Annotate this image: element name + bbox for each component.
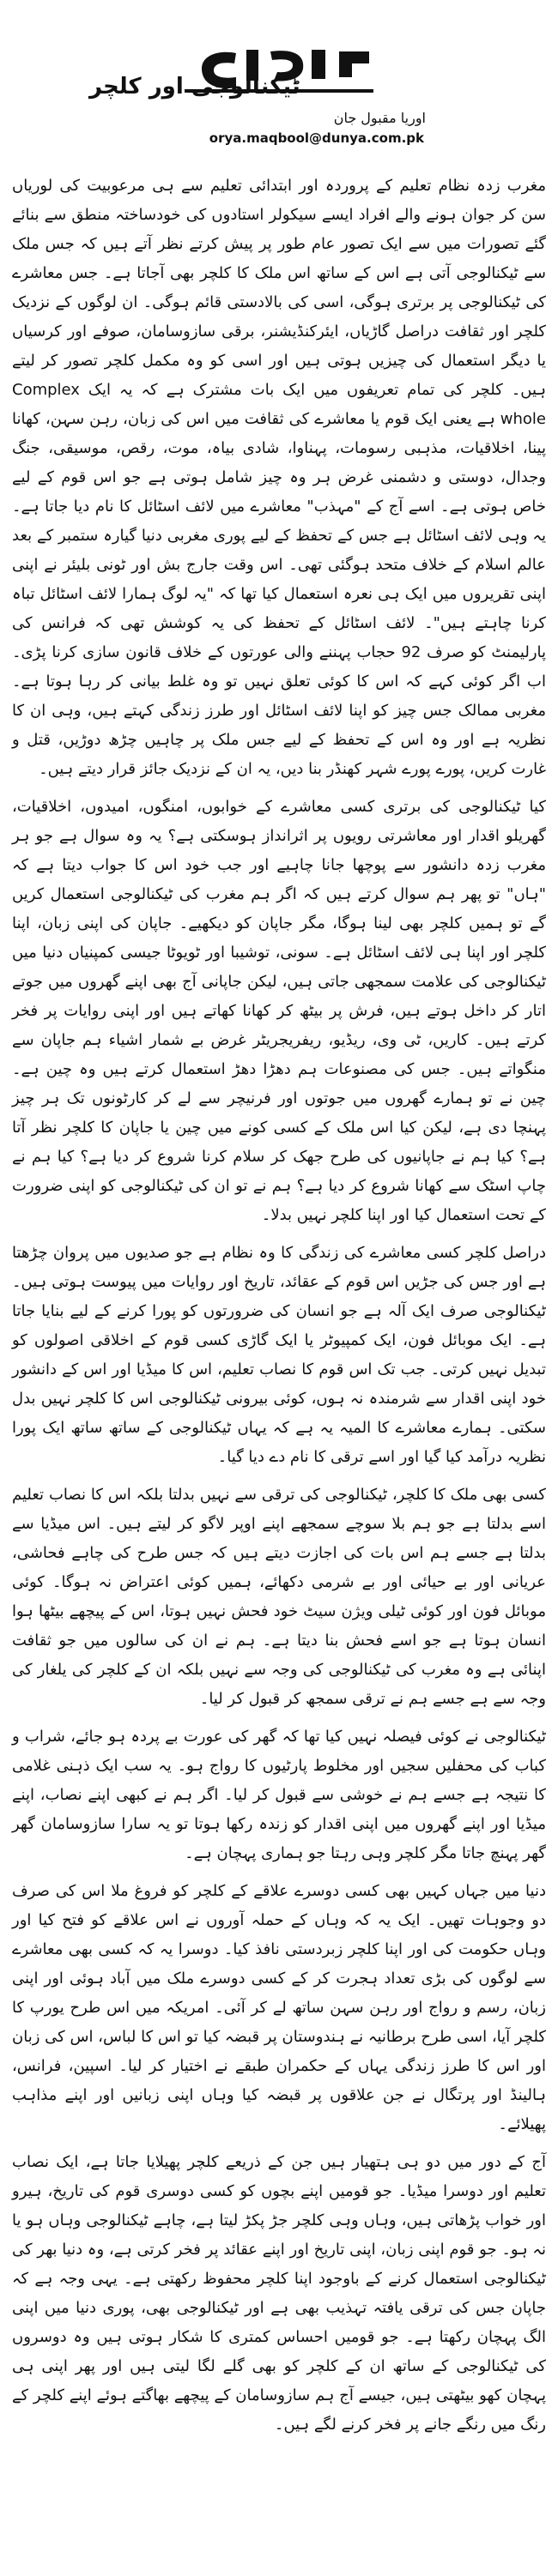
- article-body: [12, 172, 546, 2440]
- article-paragraph: کسی بھی ملک کا کلچر، ٹیکنالوجی کی ترقی سے نہیں بدلتا بلکہ اس کا نصاب تعلیم اسے بدلتا ہے جو ہم بلا سوچے سمجھے اپنے اوپر لاگو کر لیتے ہیں۔ اس میڈیا سے بدلتا ہے جسے ہم اس بات کی اجازت دیتے ہیں کہ جس طرح کی چاہے فحاشی، عریانی اور بے حیائی اور بے شرمی دکھائے، ہمیں کوئی اعتراض نہ ہوگا۔ کوئی موبائل فون اور کوئی ٹیلی ویژن سیٹ خود فحش نہیں ہوتا، اس کے پیچھے بیٹھا ہوا انسان ہوتا ہے جو اسے فحش بنا دیتا ہے۔ ہم نے ان کی سالوں میں جو ثقافت اپنائی ہے وہ مغرب کی ٹیکنالوجی کی وجہ سے نہیں بلکہ ان کے کلچر کی یلغار کی وجہ سے ہے جسے ہم نے ترقی سمجھ کر قبول کر لیا۔: [12, 1486, 546, 1708]
- article-paragraph: آج کے دور میں دو ہی ہتھیار ہیں جن کے ذریعے کلچر پھیلایا جاتا ہے، ایک نصاب تعلیم اور دوسرا میڈیا۔ جو قومیں اپنے بچوں کو کسی دوسری قوم کی تاریخ، ہیرو اور خواب پڑھاتی ہیں، وہاں وہی کلچر جڑ پکڑ لیتا ہے، چاہے ٹیکنالوجی وہاں ہو یا نہ ہو۔ جو قوم اپنی زبان، اپنی تاریخ اور اپنے عقائد پر فخر کرتی ہے، وہ دنیا بھر کی ٹیکنالوجی استعمال کرنے کے باوجود اپنا کلچر محفوظ رکھتی ہے۔ یہی وجہ ہے کہ جاپان جس کی ترقی یافتہ تہذیب بھی ہے اور ٹیکنالوجی بھی، پوری دنیا میں اپنی الگ پہچان رکھتا ہے۔ جو قومیں احساس کمتری کا شکار ہوتی ہیں وہ دوسروں کی ٹیکنالوجی کے ساتھ ان کے کلچر کو بھی گلے لگا لیتی ہیں اور پھر اپنی ہی پہچان کھو بیٹھتی ہیں، جیسے آج ہم سازوسامان کے پیچھے بھاگتے ہوئے اپنے کلچر کے رنگ میں رنگے جانے پر فخر کرنے لگے ہیں۔: [11, 2153, 546, 2434]
- author-name: اوریا مقبول جان: [333, 110, 426, 126]
- article-paragraph: ٹیکنالوجی نے کوئی فیصلہ نہیں کیا تھا کہ گھر کی عورت بے پردہ ہو جائے، شراب و کباب کی محفلیں سجیں اور مخلوط پارٹیوں کا رواج ہو۔ یہ سب ایک ذہنی غلامی کا نتیجہ ہے جسے ہم نے خوشی سے قبول کر لیا۔ اگر ہم نے کبھی اپنے نصاب، اپنے میڈیا اور اپنے گھروں میں اپنی اقدار کو زندہ رکھا ہوتا تو یہ سارا سازوسامان گھر گھر پہنچ جاتا مگر کلچر وہی رہتا جو ہماری پہچان ہے۔: [12, 1728, 546, 1862]
- article-paragraph: کیا ٹیکنالوجی کی برتری کسی معاشرے کے خوابوں، امنگوں، امیدوں، اخلاقیات، گھریلو اقدار اور معاشرتی رویوں پر اثرانداز ہوسکتی ہے؟ یہ وہ سوال ہے جو ہر مغرب زدہ دانشور سے پوچھا جانا چاہیے اور جب خود اس کا جواب دیتا ہے کہ "ہاں" تو پھر ہم سوال کرتے ہیں کہ اگر ہم مغرب کی ٹیکنالوجی استعمال کریں گے تو ہمیں کلچر بھی لینا ہوگا، مگر جاپان کو دیکھیے۔ جاپان کی اپنی زبان، اپنا کلچر اور اپنا ہی لائف اسٹائل ہے۔ سونی، توشیبا اور ٹویوٹا جیسی کمپنیاں دنیا میں ٹیکنالوجی کی علامت سمجھی جاتی ہیں، لیکن جاپانی آج بھی اپنے گھروں میں جوتے اتار کر داخل ہوتے ہیں، فرش پر بیٹھ کر کھانا کھاتے ہیں اور اپنی روایات پر فخر کرتے ہیں۔ کاریں، ٹی وی، ریڈیو، ریفریجریٹر غرض بے شمار اشیاء ہم جاپان سے منگواتے ہیں۔ جس کی مصنوعات ہم دھڑا دھڑ استعمال کرتے ہیں وہ چین ہے۔ چین نے تو ہمارے گھروں میں جوتوں اور فرنیچر سے لے کر کارٹونوں تک ہر چیز پہنچا دی ہے، لیکن کیا اس ملک کے کسی کونے میں چین یا جاپان کا کلچر نظر آتا ہے؟ کیا ہم نے جاپانیوں کی طرح جھک کر سلام کرنا شروع کر دیا ہے؟ کیا ہم نے چاپ اسٹک سے کھانا شروع کر دیا ہے؟ ہم نے تو ان کی ٹیکنالوجی کو اپنی ضرورت کے تحت استعمال کیا اور اپنا کلچر نہیں بدلا۔: [12, 798, 546, 1224]
- article-paragraph: دراصل کلچر کسی معاشرے کی زندگی کا وہ نظام ہے جو صدیوں میں پروان چڑھتا ہے اور جس کی جڑیں اس قوم کے عقائد، تاریخ اور روایات میں پیوست ہوتی ہیں۔ ٹیکنالوجی صرف ایک آلہ ہے جو انسان کی ضرورتوں کو پورا کرنے کے لیے بنایا جاتا ہے۔ ایک موبائل فون، ایک کمپیوٹر یا ایک گاڑی کسی قوم کے اخلاقی اصولوں کو تبدیل نہیں کرتی۔ جب تک اس قوم کا نصاب تعلیم، اس کا میڈیا اور اس کے دانشور خود اپنی اقدار سے شرمندہ نہ ہوں، کوئی بیرونی ٹیکنالوجی اس کا کلچر نہیں بدل سکتی۔ ہمارے معاشرے کا المیہ یہ ہے کہ یہاں ٹیکنالوجی کے ساتھ ساتھ ایک پورا نظریہ درآمد کیا گیا اور اسے ترقی کا نام دے دیا گیا۔: [12, 1244, 546, 1466]
- author-email: orya.maqbool@dunya.com.pk: [209, 130, 424, 146]
- column-header: [12, 0, 546, 172]
- column-title: ٹیکنالوجی اور کلچر: [89, 74, 300, 100]
- article-paragraph: دنیا میں جہاں کہیں بھی کسی دوسرے علاقے کے کلچر کو فروغ ملا اس کی صرف دو وجوہات تھیں۔ ایک یہ کہ وہاں کے حملہ آوروں نے اس علاقے کو فتح کیا اور وہاں حکومت کی اور اپنا کلچر زبردستی نافذ کیا۔ دوسرا یہ کہ کسی بھی معاشرے سے لوگوں کی بڑی تعداد ہجرت کر کے کسی دوسرے ملک میں آباد ہوئی اور اپنی زبان، رسم و رواج اور رہن سہن ساتھ لے کر آئی۔ امریکہ میں اس طرح یورپ کا کلچر آیا، اسی طرح برطانیہ نے ہندوستان پر قبضہ کیا تو اس کا لباس، اس کی زبان اور اس کا طرز زندگی یہاں کے حکمران طبقے نے اختیار کر لیا۔ اسپین، فرانس، ہالینڈ اور پرتگال نے جن علاقوں پر قبضہ کیا وہاں اپنی زبانیں اور اپنے مذاہب پھیلائے۔: [12, 1882, 546, 2133]
- article-paragraph: مغرب زدہ نظام تعلیم کے پروردہ اور ابتدائی تعلیم سے ہی مرعوبیت کی لوریاں سن کر جوان ہونے والے افراد ایسے سیکولر استادوں کی خودساختہ منطق سے بنائے گئے تصورات میں سے ایک تصور عام طور پر پیش کرتے نظر آتے ہیں کہ جس ملک سے ٹیکنالوجی آتی ہے اس کے ساتھ اس ملک کا کلچر بھی آجاتا ہے۔ جس معاشرے کی ٹیکنالوجی پر برتری ہوگی، اسی کی بالادستی قائم ہوگی۔ ان لوگوں کے نزدیک کلچر اور ثقافت دراصل گاڑیاں، ایئرکنڈیشنر، برقی سازوسامان، صوفے اور کرسیاں یا دیگر استعمال کی چیزیں ہوتی ہیں اور اسی کو وہ مکمل کلچر تصور کر لیتے ہیں۔ کلچر کی تمام تعریفوں میں ایک بات مشترک ہے کہ یہ ایک Complex whole ہے یعنی ایک قوم یا معاشرے کی ثقافت میں اس کی زبان، رہن سہن، کھانا پینا، اخلاقیات، مذہبی رسومات، پہناوا، شادی بیاہ، موت، رقص، موسیقی، جنگ وجدال، دوستی و دشمنی غرض ہر وہ چیز شامل ہوتی ہے جو اس قوم کے لیے خاص ہوتی ہے۔ اسے آج کے "مہذب" معاشرے میں لائف اسٹائل کا نام دیا جاتا ہے۔ یہ وہی لائف اسٹائل ہے جس کے تحفظ کے لیے پوری مغربی دنیا گیارہ ستمبر کے بعد عالم اسلام کے خلاف متحد ہوگئی تھی۔ اس وقت جارج بش اور ٹونی بلیئر نے اپنی اپنی تقریروں میں ایک ہی نعرہ استعمال کیا تھا کہ "یہ لوگ ہمارا لائف اسٹائل تباہ کرنا چاہتے ہیں"۔ لائف اسٹائل کے تحفظ کی یہ کوشش تھی کہ فرانس کی پارلیمنٹ کو صرف 92 حجاب پہننے والی عورتوں کے خلاف قانون سازی کرنا پڑی۔ اب اگر کوئی کہے کہ اس کا کوئی تعلق نہیں تو وہ غلط بیانی کر رہا ہوتا ہے۔ مغربی ممالک جس چیز کو اپنا لائف اسٹائل اور طرز زندگی کہتے ہیں، وہی ان کا نظریہ ہے اور وہ اس کے تحفظ کے لیے جس ملک پر چاہیں چڑھ دوڑیں، قتل و غارت کریں، پورے پورے شہر کھنڈر بنا دیں، یہ ان کے نزدیک جائز قرار دیتے ہیں۔: [12, 177, 547, 778]
